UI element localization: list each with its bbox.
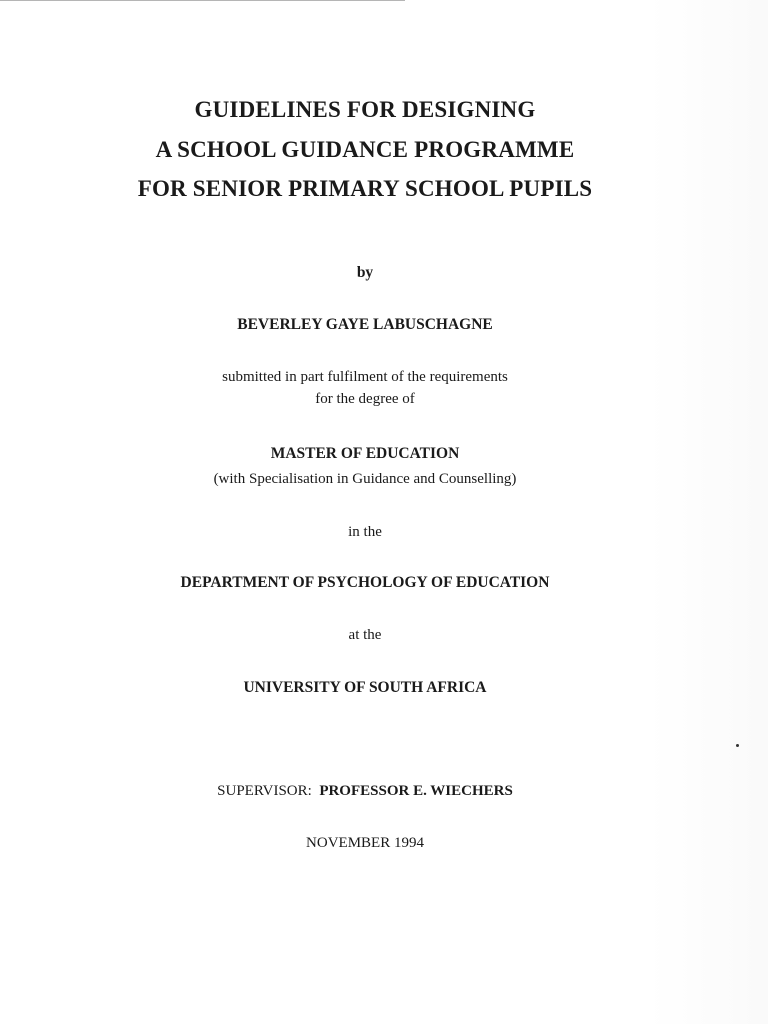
supervisor-line <box>0 783 730 800</box>
submission-line-1: submitted in part fulfilment of the requirements <box>222 369 508 385</box>
scan-speck <box>736 744 739 747</box>
title-line-1: GUIDELINES FOR DESIGNING <box>194 97 536 122</box>
degree-specialisation: (with Specialisation in Guidance and Counselling) <box>213 471 517 487</box>
in-the-label: in the <box>348 524 382 540</box>
title-line-2: A SCHOOL GUIDANCE PROGRAMME <box>155 137 575 162</box>
by-label: by <box>356 264 374 281</box>
department-name: DEPARTMENT OF PSYCHOLOGY OF EDUCATION <box>180 574 550 591</box>
author-name: BEVERLEY GAYE LABUSCHAGNE <box>237 316 493 333</box>
degree-name: MASTER OF EDUCATION <box>270 445 460 462</box>
submission-line-2: for the degree of <box>315 391 415 407</box>
university-name: UNIVERSITY OF SOUTH AFRICA <box>243 679 487 696</box>
at-the-label: at the <box>348 627 382 643</box>
supervisor-name: PROFESSOR E. WIECHERS <box>319 783 513 799</box>
submission-date: NOVEMBER 1994 <box>306 835 424 851</box>
title-line-3: FOR SENIOR PRIMARY SCHOOL PUPILS <box>137 176 593 201</box>
supervisor-label: SUPERVISOR: <box>217 783 312 799</box>
top-border-line <box>0 0 405 1</box>
